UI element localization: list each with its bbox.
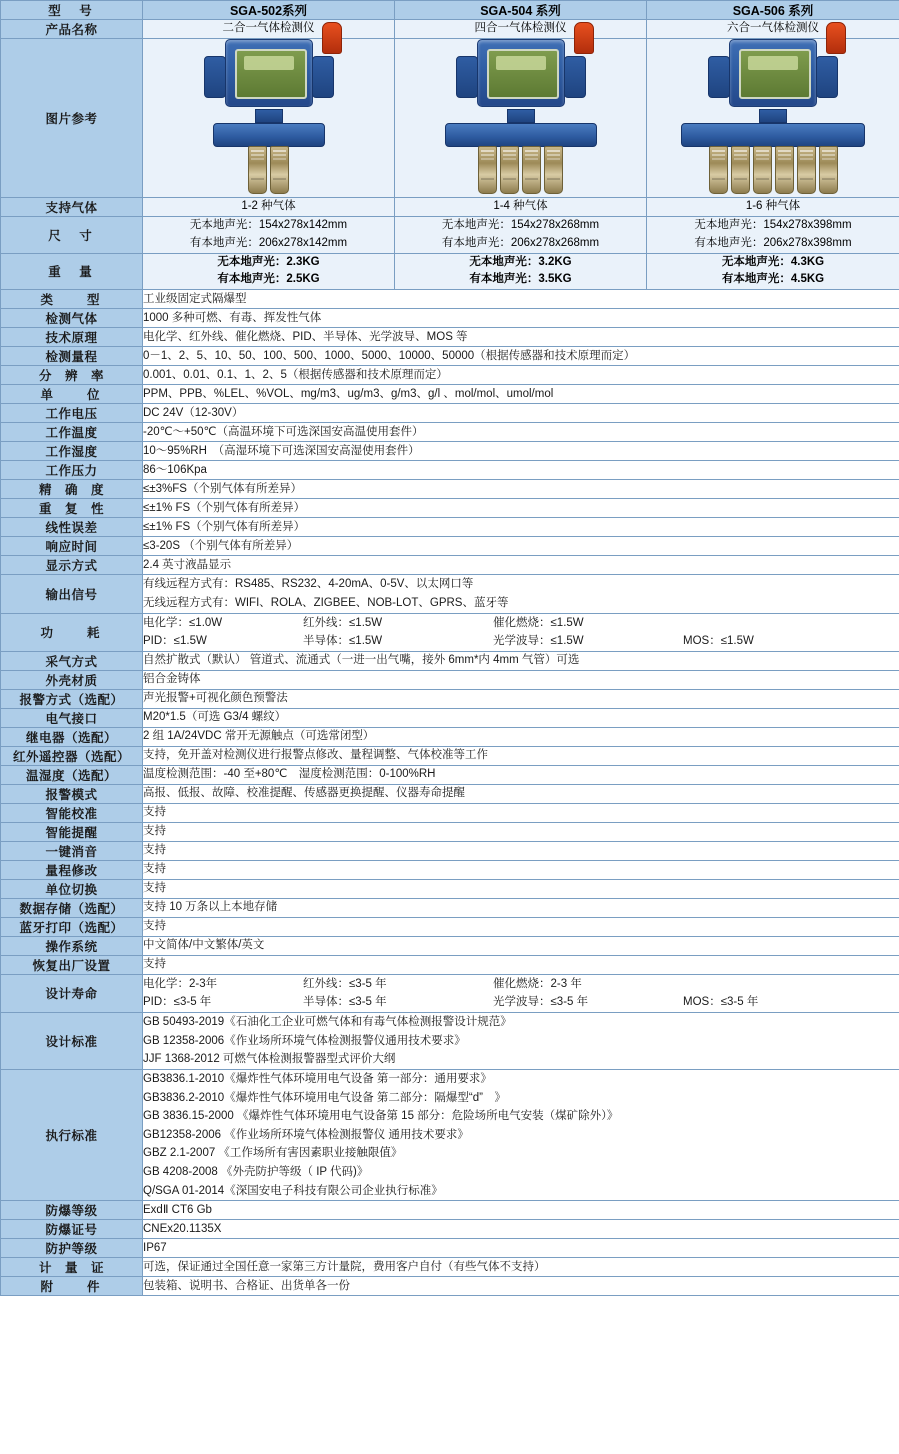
row-label-pressure: 工作压力: [1, 461, 143, 480]
row-label-sampling: 采气方式: [1, 651, 143, 670]
row-value-pressure: 86～106Kpa: [143, 461, 899, 480]
table-row-shell-material: [1, 670, 899, 689]
row-value-accuracy: ≤±3%FS（个别气体有所差异）: [143, 480, 899, 499]
product-image-506: [647, 39, 899, 198]
table-row-output-signal: [1, 575, 899, 613]
lifespan-mos: MOS：≤3-5 年: [683, 996, 759, 1009]
design-standard-item: GB 12358-2006《作业场所环境气体检测报警仪通用技术要求》: [143, 1034, 466, 1047]
row-value-type: 工业级固定式隔爆型: [143, 290, 899, 309]
row-label-unit: 单 位: [1, 385, 143, 404]
weight-502-line1: 无本地声光：2.3KG: [217, 255, 320, 268]
sensor-probe: [544, 146, 563, 194]
row-value-lifespan: [143, 974, 899, 1012]
row-value-repeatability: ≤±1% FS（个别气体有所差异）: [143, 499, 899, 518]
weight-502: [143, 253, 395, 290]
row-label-metrology-cert: 计 量 证: [1, 1258, 143, 1277]
row-value-response-time: ≤3-20S （个别气体有所差异）: [143, 537, 899, 556]
row-label-exec-standards: 执行标准: [1, 1069, 143, 1200]
table-row-pressure: [1, 461, 899, 480]
exec-standard-item: GB 3836.15-2000 《爆炸性气体环境用电气设备第 15 部分：危险场所电气安装（煤矿除外）》: [143, 1110, 619, 1123]
row-value-display: 2.4 英寸液晶显示: [143, 556, 899, 575]
row-value-ir-remote: 支持，免开盖对检测仪进行报警点修改、量程调整、气体校准等工作: [143, 746, 899, 765]
row-value-factory-reset: 支持: [143, 955, 899, 974]
weight-504: [395, 253, 647, 290]
exec-standard-item: GB3836.1-2010《爆炸性气体环境用电气设备 第一部分：通用要求》: [143, 1072, 492, 1085]
size-504-line1: 无本地声光：154x278x268mm: [441, 219, 600, 231]
row-label-detect-gas: 检测气体: [1, 309, 143, 328]
power-optical-waveguide: 光学波导：≤1.5W: [493, 635, 584, 648]
sensor-probe: [478, 146, 497, 194]
row-label-size: 尺 寸: [1, 217, 143, 254]
design-standard-item: GB 50493-2019《石油化工企业可燃气体和有毒气体检测报警设计规范》: [143, 1016, 512, 1028]
table-row-relay: [1, 727, 899, 746]
gas-support-506: 1-6 种气体: [647, 198, 899, 217]
table-row-metrology-cert: [1, 1258, 899, 1277]
size-506-line1: 无本地声光：154x278x398mm: [694, 219, 852, 231]
table-row-linearity: [1, 518, 899, 537]
table-row-unit: [1, 385, 899, 404]
lifespan-catalytic: 催化燃烧：2-3 年: [493, 977, 582, 990]
row-value-resolution: 0.001、0.01、0.1、1、2、5（根据传感器和技术原理而定）: [143, 366, 899, 385]
detector-neck: [507, 109, 535, 123]
sensor-probe: [500, 146, 519, 194]
row-label-unit-switch: 单位切换: [1, 879, 143, 898]
table-row-data-storage: [1, 898, 899, 917]
row-label-range: 检测量程: [1, 347, 143, 366]
row-label-product-name: 产品名称: [1, 20, 143, 39]
row-label-range-modify: 量程修改: [1, 860, 143, 879]
table-row-detect-gas: [1, 309, 899, 328]
size-502: [143, 217, 395, 254]
row-label-ip-rating: 防护等级: [1, 1239, 143, 1258]
row-value-range: 0－1、2、5、10、50、100、500、1000、5000、10000、50000（根据传感器和技术原理而定）: [143, 347, 899, 366]
table-row-display: [1, 556, 899, 575]
table-row-range-modify: [1, 860, 899, 879]
detector-head-icon: [729, 39, 817, 107]
power-electrochemical: 电化学：≤1.0W: [143, 616, 223, 629]
row-value-bluetooth-print: 支持: [143, 917, 899, 936]
exec-standard-item: GB3836.2-2010《爆炸性气体环境用电气设备 第二部分：隔爆型“d” 》: [143, 1091, 506, 1104]
table-row-response-time: [1, 537, 899, 556]
row-value-alarm-mode: 高报、低报、故障、校准提醒、传感器更换提醒、仪器寿命提醒: [143, 784, 899, 803]
sensor-probe: [797, 146, 816, 194]
row-value-smart-reminder: 支持: [143, 822, 899, 841]
detector-head-icon: [477, 39, 565, 107]
row-value-smart-calibration: 支持: [143, 803, 899, 822]
table-row-model: [1, 1, 899, 20]
row-label-bluetooth-print: 蓝牙打印（选配）: [1, 917, 143, 936]
power-infrared: 红外线：≤1.5W: [303, 616, 383, 629]
row-label-image-reference: 图片参考: [1, 39, 143, 198]
row-label-accuracy: 精 确 度: [1, 480, 143, 499]
table-row-alarm-mode: [1, 784, 899, 803]
model-506: SGA-506 系列: [647, 1, 899, 20]
sensor-probe: [731, 146, 750, 194]
sensor-probe: [270, 146, 289, 194]
row-label-relay: 继电器（选配）: [1, 727, 143, 746]
power-semiconductor: 半导体：≤1.5W: [303, 635, 383, 648]
lifespan-semiconductor: 半导体：≤3-5 年: [303, 996, 387, 1009]
gas-detector-illustration-4in1: [436, 39, 606, 194]
row-label-resolution: 分 辨 率: [1, 366, 143, 385]
row-label-model: 型 号: [1, 1, 143, 20]
table-row-ex-rating: [1, 1201, 899, 1220]
table-row-product-name: [1, 20, 899, 39]
horn-left-icon: [456, 56, 478, 98]
table-row-resolution: [1, 366, 899, 385]
table-row-temperature: [1, 423, 899, 442]
exec-standard-item: GB 4208-2008 《外壳防护等级（ IP 代码)》: [143, 1166, 369, 1178]
row-value-relay: 2 组 1A/24VDC 常开无源触点（可选常闭型）: [143, 727, 899, 746]
table-row-os: [1, 936, 899, 955]
row-label-data-storage: 数据存储（选配）: [1, 898, 143, 917]
size-504: [395, 217, 647, 254]
row-value-tech-principle: 电化学、红外线、催化燃烧、PID、半导体、光学波导、MOS 等: [143, 328, 899, 347]
row-label-display: 显示方式: [1, 556, 143, 575]
table-row-bluetooth-print: [1, 917, 899, 936]
table-row-electrical-interface: [1, 708, 899, 727]
row-value-unit-switch: 支持: [143, 879, 899, 898]
sensor-manifold: [213, 123, 325, 147]
lifespan-electrochemical: 电化学：2-3年: [143, 977, 218, 990]
row-value-shell-material: 铝合金铸体: [143, 670, 899, 689]
table-row-ip-rating: [1, 1239, 899, 1258]
detector-neck: [255, 109, 283, 123]
design-standard-item: JJF 1368-2012 可燃气体检测报警器型式评价大纲: [143, 1053, 396, 1066]
row-label-alarm-mode: 报警模式: [1, 784, 143, 803]
size-506-line2: 有本地声光：206x278x398mm: [694, 236, 852, 249]
table-row-power: [1, 613, 899, 651]
table-row-range: [1, 347, 899, 366]
table-row-humidity: [1, 442, 899, 461]
lifespan-infrared: 红外线：≤3-5 年: [303, 977, 387, 990]
table-row-ir-remote: [1, 746, 899, 765]
table-row-tech-principle: [1, 328, 899, 347]
row-label-power: 功 耗: [1, 613, 143, 651]
row-label-lifespan: 设计寿命: [1, 974, 143, 1012]
row-value-exec-standards: [143, 1069, 899, 1200]
row-label-voltage: 工作电压: [1, 404, 143, 423]
row-label-design-standards: 设计标准: [1, 1013, 143, 1070]
table-row-ex-certificate: [1, 1220, 899, 1239]
row-value-ip-rating: IP67: [143, 1239, 899, 1258]
detector-head-icon: [225, 39, 313, 107]
table-row-one-key-mute: [1, 841, 899, 860]
table-row-accessories: [1, 1277, 899, 1296]
row-label-shell-material: 外壳材质: [1, 670, 143, 689]
power-pid: PID：≤1.5W: [143, 635, 207, 648]
row-value-temp-humidity-option: 温度检测范围：-40 至+80℃ 湿度检测范围：0-100%RH: [143, 765, 899, 784]
exec-standard-item: GB12358-2006 《作业场所环境气体检测报警仪 通用技术要求》: [143, 1128, 469, 1141]
sensor-manifold: [445, 123, 597, 147]
row-value-range-modify: 支持: [143, 860, 899, 879]
table-row-type: [1, 290, 899, 309]
row-label-humidity: 工作湿度: [1, 442, 143, 461]
product-name-504: 四合一气体检测仪: [395, 20, 647, 39]
sensor-probe: [753, 146, 772, 194]
exec-standard-item: GBZ 2.1-2007 《工作场所有害因素职业接触限值》: [143, 1147, 403, 1160]
table-row-gas-support: [1, 198, 899, 217]
power-mos: MOS：≤1.5W: [683, 635, 754, 648]
table-row-exec-standards: [1, 1069, 899, 1200]
output-signal-wireless: 无线远程方式有：WIFI、ROLA、ZIGBEE、NOB-LOT、GPRS、蓝牙等: [143, 596, 509, 609]
weight-506-line1: 无本地声光：4.3KG: [721, 255, 825, 268]
size-506: [647, 217, 899, 254]
sensor-probes: [194, 146, 344, 194]
row-label-linearity: 线性误差: [1, 518, 143, 537]
sensor-probes: [436, 146, 606, 194]
sensor-probe: [709, 146, 728, 194]
size-504-line2: 有本地声光：206x278x268mm: [441, 236, 600, 249]
row-label-gas-support: 支持气体: [1, 198, 143, 217]
size-502-line1: 无本地声光：154x278x142mm: [189, 219, 348, 231]
row-label-smart-calibration: 智能校准: [1, 803, 143, 822]
table-row-smart-reminder: [1, 822, 899, 841]
row-label-tech-principle: 技术原理: [1, 328, 143, 347]
table-row-smart-calibration: [1, 803, 899, 822]
power-line-2: [143, 632, 899, 651]
row-value-unit: PPM、PPB、%LEL、%VOL、mg/m3、ug/m3、g/m3、g/l 、mol/mol、umol/mol: [143, 385, 899, 404]
row-value-sampling: 自然扩散式（默认） 管道式、流通式（一进一出气嘴，接外 6mm*内 4mm 气管）可选: [143, 651, 899, 670]
detector-neck: [759, 109, 787, 123]
sensor-probe: [775, 146, 794, 194]
table-row-design-standards: [1, 1013, 899, 1070]
sensor-probes: [673, 146, 873, 194]
row-value-detect-gas: 1000 多种可燃、有毒、挥发性气体: [143, 309, 899, 328]
row-label-temperature: 工作温度: [1, 423, 143, 442]
weight-506-line2: 有本地声光：4.5KG: [721, 273, 825, 286]
output-signal-wired: 有线远程方式有：RS485、RS232、4-20mA、0-5V、以太网口等: [143, 578, 474, 591]
sensor-probe: [522, 146, 541, 194]
horn-left-icon: [708, 56, 730, 98]
row-label-factory-reset: 恢复出厂设置: [1, 955, 143, 974]
lifespan-pid: PID：≤3-5 年: [143, 996, 212, 1009]
row-value-design-standards: [143, 1013, 899, 1070]
row-value-metrology-cert: 可选，保证通过全国任意一家第三方计量院，费用客户自付（有些气体不支持）: [143, 1258, 899, 1277]
horn-right-icon: [564, 56, 586, 98]
row-value-output-signal: [143, 575, 899, 613]
gas-detector-illustration-2in1: [194, 39, 344, 194]
table-row-factory-reset: [1, 955, 899, 974]
row-label-accessories: 附 件: [1, 1277, 143, 1296]
sensor-probe: [819, 146, 838, 194]
row-label-ir-remote: 红外遥控器（选配）: [1, 746, 143, 765]
row-value-voltage: DC 24V（12-30V）: [143, 404, 899, 423]
weight-504-line2: 有本地声光：3.5KG: [469, 273, 572, 286]
table-row-image-reference: [1, 39, 899, 198]
alarm-beacon-icon: [826, 22, 846, 54]
table-row-alarm-type: [1, 689, 899, 708]
lifespan-optical-waveguide: 光学波导：≤3-5 年: [493, 996, 589, 1009]
row-label-alarm-type: 报警方式（选配）: [1, 689, 143, 708]
product-name-502: 二合一气体检测仪: [143, 20, 395, 39]
row-label-repeatability: 重 复 性: [1, 499, 143, 518]
row-value-linearity: ≤±1% FS（个别气体有所差异）: [143, 518, 899, 537]
row-value-ex-certificate: CNEx20.1135X: [143, 1220, 899, 1239]
row-value-accessories: 包装箱、说明书、合格证、出货单各一份: [143, 1277, 899, 1296]
row-value-ex-rating: ExdⅡ CT6 Gb: [143, 1201, 899, 1220]
table-row-sampling: [1, 651, 899, 670]
lifespan-line-2: [143, 993, 899, 1012]
table-row-weight: [1, 253, 899, 290]
product-image-504: [395, 39, 647, 198]
row-value-temperature: -20℃～+50℃（高温环境下可选深国安高温使用套件）: [143, 423, 899, 442]
row-value-electrical-interface: M20*1.5（可选 G3/4 螺纹）: [143, 708, 899, 727]
lifespan-line-1: [143, 975, 899, 994]
sensor-probe: [248, 146, 267, 194]
row-label-weight: 重 量: [1, 253, 143, 290]
sensor-manifold: [681, 123, 865, 147]
table-row-accuracy: [1, 480, 899, 499]
row-value-os: 中文简体/中文繁体/英文: [143, 936, 899, 955]
weight-504-line1: 无本地声光：3.2KG: [469, 255, 572, 268]
product-image-502: [143, 39, 395, 198]
table-row-size: [1, 217, 899, 254]
gas-support-502: 1-2 种气体: [143, 198, 395, 217]
size-502-line2: 有本地声光：206x278x142mm: [189, 236, 348, 249]
row-label-ex-rating: 防爆等级: [1, 1201, 143, 1220]
row-label-type: 类 型: [1, 290, 143, 309]
horn-right-icon: [312, 56, 334, 98]
alarm-beacon-icon: [574, 22, 594, 54]
row-label-electrical-interface: 电气接口: [1, 708, 143, 727]
power-catalytic: 催化燃烧：≤1.5W: [493, 616, 584, 629]
weight-502-line2: 有本地声光：2.5KG: [217, 273, 320, 286]
row-value-humidity: 10～95%RH （高湿环境下可选深国安高湿使用套件）: [143, 442, 899, 461]
table-row-voltage: [1, 404, 899, 423]
table-row-repeatability: [1, 499, 899, 518]
model-502: SGA-502系列: [143, 1, 395, 20]
table-row-temp-humidity-option: [1, 765, 899, 784]
row-value-power: [143, 613, 899, 651]
table-row-lifespan: [1, 974, 899, 1012]
gas-support-504: 1-4 种气体: [395, 198, 647, 217]
exec-standard-item: Q/SGA 01-2014《深国安电子科技有限公司企业执行标准》: [143, 1184, 443, 1197]
alarm-beacon-icon: [322, 22, 342, 54]
product-name-506: 六合一气体检测仪: [647, 20, 899, 39]
row-value-data-storage: 支持 10 万条以上本地存储: [143, 898, 899, 917]
weight-506: [647, 253, 899, 290]
row-value-one-key-mute: 支持: [143, 841, 899, 860]
row-value-alarm-type: 声光报警+可视化颜色预警法: [143, 689, 899, 708]
table-row-unit-switch: [1, 879, 899, 898]
row-label-ex-certificate: 防爆证号: [1, 1220, 143, 1239]
row-label-os: 操作系统: [1, 936, 143, 955]
row-label-response-time: 响应时间: [1, 537, 143, 556]
horn-right-icon: [816, 56, 838, 98]
row-label-one-key-mute: 一键消音: [1, 841, 143, 860]
power-line-1: [143, 614, 899, 633]
horn-left-icon: [204, 56, 226, 98]
row-label-output-signal: 输出信号: [1, 575, 143, 613]
row-label-temp-humidity-option: 温湿度（选配）: [1, 765, 143, 784]
model-504: SGA-504 系列: [395, 1, 647, 20]
row-label-smart-reminder: 智能提醒: [1, 822, 143, 841]
gas-detector-illustration-6in1: [673, 39, 873, 194]
